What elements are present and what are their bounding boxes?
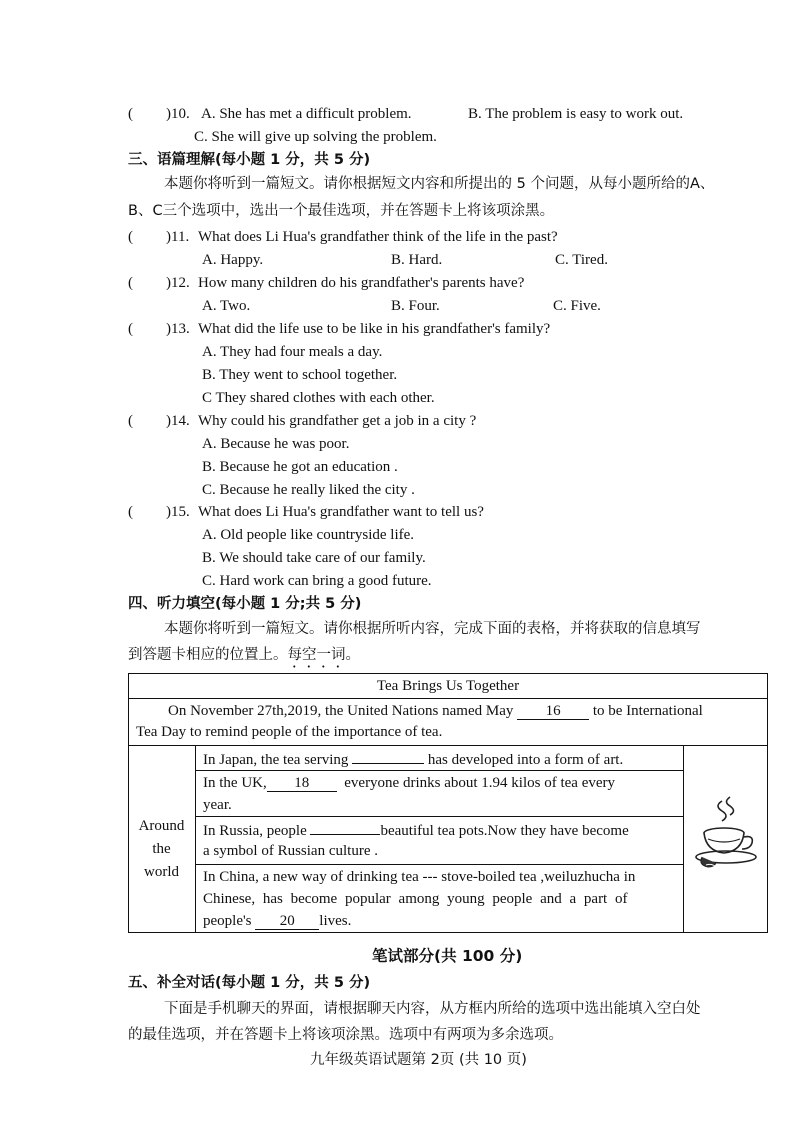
- option-b: B. Four.: [391, 298, 440, 314]
- page-footer: 九年级英语试题第 2页 (共 10 页): [310, 1052, 527, 1068]
- answer-blank: 18: [267, 775, 337, 792]
- table-row: In Russia, people beautiful tea pots.Now they have become: [203, 818, 629, 842]
- option-c: C. She will give up solving the problem.: [194, 129, 437, 145]
- row-divider: [195, 864, 683, 865]
- row-divider: [128, 745, 768, 746]
- option-b: B. The problem is easy to work out.: [468, 106, 684, 122]
- col-divider: [195, 745, 196, 933]
- teacup-icon: [692, 795, 764, 873]
- table-row: In China, a new way of drinking tea --- stove-boiled tea ,weiluzhucha in: [203, 869, 636, 885]
- question-text: How many children do his grandfather's parents have?: [198, 275, 525, 291]
- option-a: A. Happy.: [202, 252, 264, 268]
- section-title: 五、补全对话(每小题 1 分，共 5 分): [128, 975, 371, 991]
- option-a: A. They had four meals a day.: [202, 344, 383, 360]
- option-b: B. Because he got an education .: [202, 459, 398, 475]
- option-a: A. She has met a difficult problem.: [201, 106, 412, 122]
- intro-line: Tea Day to remind people of the importance of tea.: [136, 724, 443, 740]
- option-c: C. Tired.: [555, 252, 608, 268]
- answer-blank: [310, 818, 380, 835]
- option-c: C. Five.: [553, 298, 601, 314]
- table-row: year.: [203, 797, 232, 813]
- option-c: C. Because he really liked the city .: [202, 482, 415, 498]
- table-row: In the UK, 18 everyone drinks about 1.94 kilos of tea every: [203, 775, 616, 791]
- question-number: )15.: [166, 504, 190, 520]
- side-label: world: [144, 864, 179, 880]
- table-row: people's 20 lives.: [203, 913, 352, 929]
- instructions: 本题你将听到一篇短文。请你根据短文内容和所提出的 5 个问题，从每小题所给的A、: [164, 176, 715, 192]
- table-row: Chinese, has become popular among young people and a part of: [203, 891, 628, 907]
- answer-paren: (: [128, 106, 133, 122]
- question-number: )12.: [166, 275, 190, 291]
- option-b: B. Hard.: [391, 252, 443, 268]
- row-divider: [195, 816, 683, 817]
- instructions: B、C三个选项中，选出一个最佳选项，并在答题卡上将该项涂黑。: [128, 203, 555, 219]
- answer-paren: (: [128, 504, 133, 520]
- answer-blank: 20: [255, 913, 319, 930]
- side-label: the: [152, 841, 171, 857]
- answer-paren: (: [128, 321, 133, 337]
- question-text: What does Li Hua's grandfather want to tell us?: [198, 504, 484, 520]
- question-text: What did the life use to be like in his grandfather's family?: [198, 321, 551, 337]
- question-number: )14.: [166, 413, 190, 429]
- question-number: )10.: [166, 106, 190, 122]
- question-number: )11.: [166, 229, 190, 245]
- section-title: 四、听力填空(每小题 1 分;共 5 分): [128, 596, 362, 612]
- instructions: 到答题卡相应的位置上。每空一词。: [128, 647, 360, 663]
- question-number: )13.: [166, 321, 190, 337]
- table-row: a symbol of Russian culture .: [203, 843, 378, 859]
- table-title: Tea Brings Us Together: [376, 678, 520, 694]
- option-c: C They shared clothes with each other.: [202, 390, 435, 406]
- side-label: Around: [138, 818, 185, 834]
- option-b: B. We should take care of our family.: [202, 550, 426, 566]
- part-title: 笔试部分(共 100 分): [372, 947, 523, 965]
- table-row: In Japan, the tea serving has developed into a form of art.: [203, 747, 623, 771]
- option-a: A. Two.: [202, 298, 251, 314]
- answer-blank: [352, 747, 424, 764]
- answer-paren: (: [128, 229, 133, 245]
- option-c: C. Hard work can bring a good future.: [202, 573, 432, 589]
- question-text: What does Li Hua's grandfather think of the life in the past?: [198, 229, 558, 245]
- section-title: 三、语篇理解(每小题 1 分，共 5 分): [128, 152, 371, 168]
- question-text: Why could his grandfather get a job in a city ?: [198, 413, 477, 429]
- answer-paren: (: [128, 413, 133, 429]
- option-a: A. Because he was poor.: [202, 436, 350, 452]
- col-divider: [683, 745, 684, 933]
- instructions: 的最佳选项，并在答题卡上将该项涂黑。选项中有两项为多余选项。: [128, 1027, 563, 1043]
- answer-blank: 16: [517, 703, 589, 720]
- emphasis-text: 每空一词: [287, 647, 346, 663]
- option-b: B. They went to school together.: [202, 367, 398, 383]
- option-a: A. Old people like countryside life.: [202, 527, 415, 543]
- row-divider: [128, 698, 768, 699]
- intro-line: On November 27th,2019, the United Nations named May 16 to be International: [168, 703, 703, 719]
- instructions: 本题你将听到一篇短文。请你根据所听内容，完成下面的表格，并将获取的信息填写: [164, 621, 701, 637]
- instructions: 下面是手机聊天的界面，请根据聊天内容，从方框内所给的选项中选出能填入空白处: [164, 1001, 701, 1017]
- answer-paren: (: [128, 275, 133, 291]
